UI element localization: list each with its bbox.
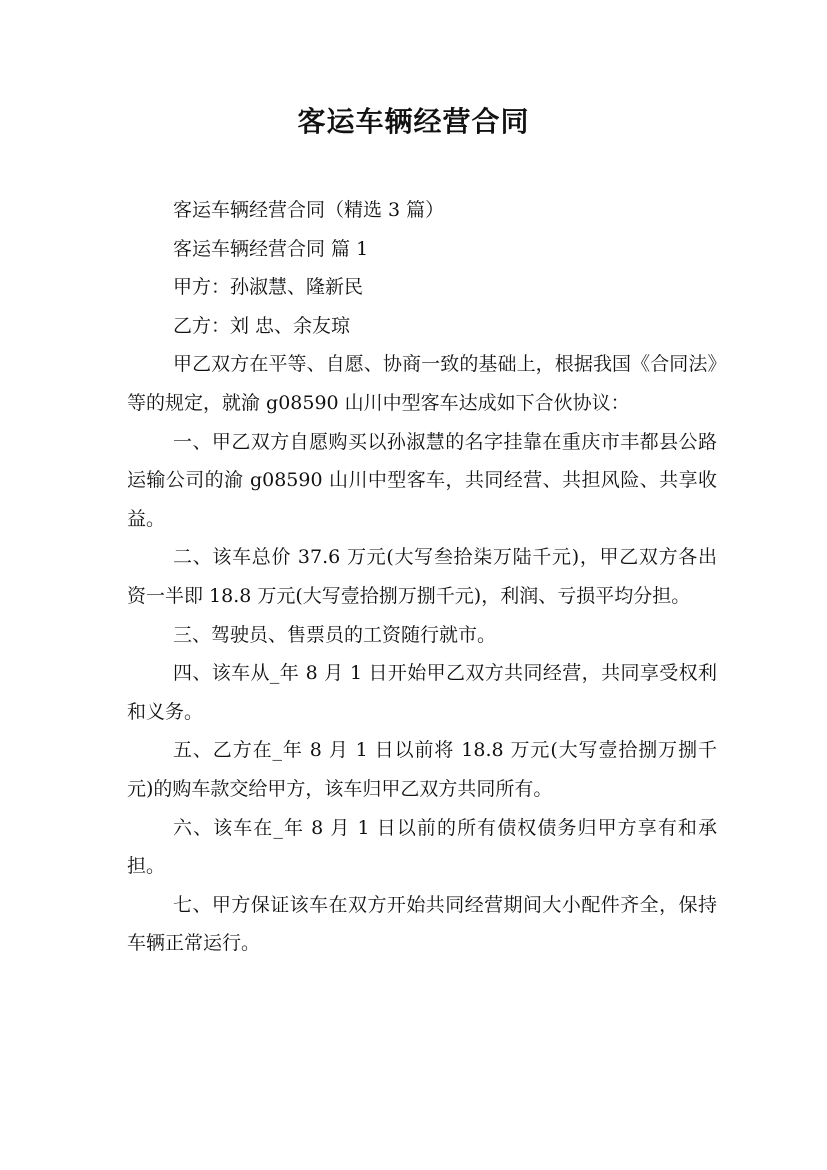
paragraph: 乙方：刘 忠、余友琼 — [173, 314, 351, 337]
paragraph: 六、该车在_年 8 月 1 日以前的所有债权债务归甲方享有和承担。 — [127, 816, 717, 878]
paragraph: 五、乙方在_年 8 月 1 日以前将 18.8 万元(大写壹拾捌万捌千元)的购车款交给甲方，该车归甲乙双方共同所有。 — [127, 739, 717, 800]
paragraph: 四、该车从_年 8 月 1 日开始甲乙双方共同经营，共同享受权利和义务。 — [127, 662, 717, 723]
paragraph: 一、甲乙双方自愿购买以孙淑慧的名字挂靠在重庆市丰都县公路运输公司的渝 g08590 山川中型客车，共同经营、共担风险、共享收益。 — [127, 430, 717, 530]
paragraph: 二、该车总价 37.6 万元(大写叁拾柒万陆千元)，甲乙双方各出资一半即 18.8 万元(大写壹拾捌万捌千元)，利润、亏损平均分担。 — [127, 546, 717, 607]
paragraph: 甲方：孙淑慧、隆新民 — [173, 276, 364, 299]
paragraph: 客运车辆经营合同 篇 1 — [173, 237, 369, 260]
paragraph: 甲乙双方在平等、自愿、协商一致的基础上，根据我国《合同法》等的规定，就渝 g08590 山川中型客车达成如下合伙协议： — [127, 353, 717, 414]
paragraph: 三、驾驶员、售票员的工资随行就市。 — [173, 623, 497, 646]
paragraph: 七、甲方保证该车在双方开始共同经营期间大小配件齐全，保持车辆正常运行。 — [127, 893, 717, 955]
paragraph: 客运车辆经营合同（精选 3 篇） — [173, 199, 445, 221]
document-body — [127, 191, 717, 963]
document-title: 客运车辆经营合同 — [297, 105, 530, 138]
